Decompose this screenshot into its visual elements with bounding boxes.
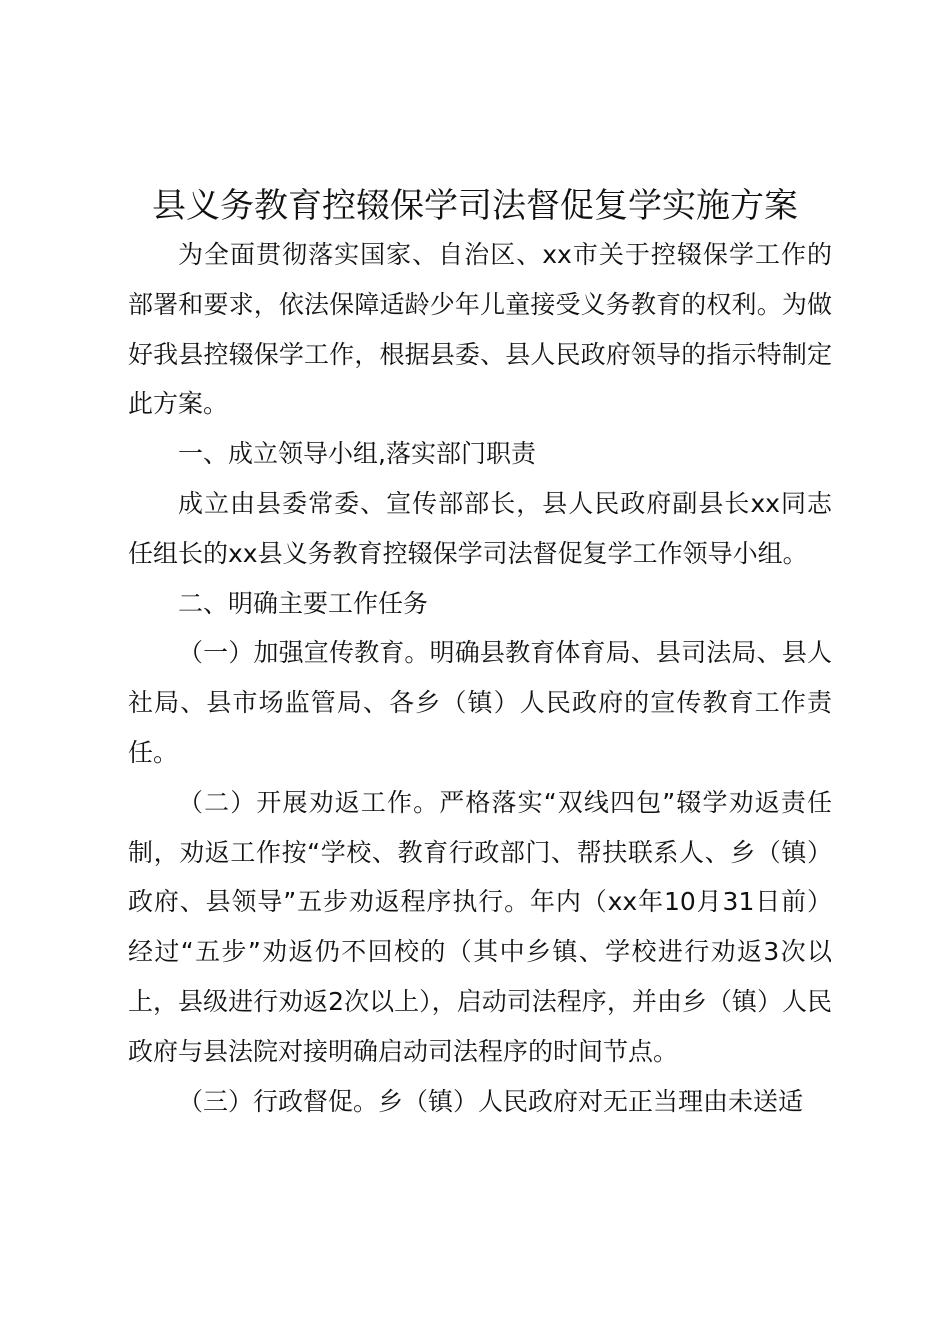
task-2-paragraph: （二）开展劝返工作。严格落实“双线四包”辍学劝返责任制，劝返工作按“学校、教育行政部门、帮扶联系人、乡（镇）政府、县领导”五步劝返程序执行。年内（xx年10月31日前）经过“五步”劝返仍不回校的（其中乡镇、学校进行劝返3次以上，县级进行劝返2次以上），启动司法程序，并由乡（镇）人民政府与县法院对接明确启动司法程序的时间节点。: [128, 787, 832, 1066]
task-3-paragraph: （三）行政督促。乡（镇）人民政府对无正当理由未送适: [178, 1086, 804, 1116]
task-1-paragraph: （一）加强宣传教育。明确县教育体育局、县司法局、县人社局、县市场监管局、各乡（镇）人民政府的宣传教育工作责任。: [128, 638, 832, 767]
section-1-paragraph: 成立由县委常委、宣传部部长，县人民政府副县长xx同志任组长的xx县义务教育控辍保学司法督促复学工作领导小组。: [128, 488, 832, 568]
intro-paragraph: 为全面贯彻落实国家、自治区、xx市关于控辍保学工作的部署和要求，依法保障适龄少年儿童接受义务教育的权利。为做好我县控辍保学工作，根据县委、县人民政府领导的指示特制定此方案。: [128, 240, 832, 419]
document-body: [128, 230, 832, 1126]
document-title: 县义务教育控辍保学司法督促复学实施方案: [152, 186, 798, 226]
section-heading-2: 二、明确主要工作任务: [178, 588, 429, 618]
section-heading-1: 一、成立领导小组,落实部门职责: [178, 439, 536, 469]
